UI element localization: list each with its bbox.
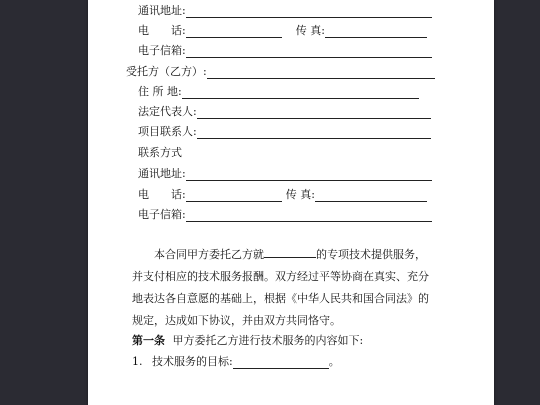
party-b-address-row	[138, 167, 432, 181]
article-1-title: 第一条	[132, 334, 165, 347]
party-b-email-row	[138, 208, 432, 222]
email-label: 电子信箱:	[138, 44, 186, 57]
legal-rep-row	[138, 105, 431, 119]
article-1-heading	[132, 334, 363, 348]
item-1-blank	[233, 357, 329, 369]
contact-heading: 联系方式	[138, 146, 182, 159]
legal-rep-blank	[197, 107, 431, 119]
article-1-text: 甲方委托乙方进行技术服务的内容如下:	[172, 334, 364, 347]
party-a-email-row	[138, 44, 432, 58]
fax-blank	[325, 26, 427, 38]
entrusted-party-blank	[207, 67, 435, 79]
fax-label: 传 真:	[295, 24, 325, 37]
project-contact-blank	[197, 127, 431, 139]
party-a-phone-row	[138, 24, 427, 38]
legal-rep-label: 法定代表人:	[138, 105, 197, 118]
phone-label: 电 话:	[138, 24, 186, 37]
fax-blank	[315, 190, 427, 202]
residence-row	[138, 85, 419, 99]
address-label: 通讯地址:	[138, 4, 186, 17]
item-1-row	[132, 355, 340, 369]
document-page	[88, 0, 494, 405]
item-1-number: 1.	[132, 355, 143, 368]
intro-paragraph	[132, 244, 432, 332]
project-contact-label: 项目联系人:	[138, 125, 197, 138]
email-label: 电子信箱:	[138, 208, 186, 221]
residence-label: 住 所 地:	[138, 85, 182, 98]
fax-label: 传 真:	[285, 188, 315, 201]
party-b-row	[126, 65, 435, 79]
service-subject-blank	[264, 246, 316, 258]
email-blank	[186, 210, 432, 222]
party-a-address-row	[138, 4, 432, 18]
address-blank	[186, 169, 432, 181]
contract-content	[88, 0, 494, 405]
intro-text-a: 本合同甲方委托乙方就	[154, 248, 264, 261]
address-label: 通讯地址:	[138, 167, 186, 180]
project-contact-row	[138, 125, 431, 139]
phone-label: 电 话:	[138, 188, 186, 201]
item-1-label: 技术服务的目标:	[152, 355, 233, 368]
party-b-phone-row	[138, 188, 427, 202]
intro-text-b: 的专项技术提供服务，并支付相应的技术服务报酬。双方经过平等协商在真实、充分地表达各自意愿的基础上，根据《中华人民共和国合同法》的规定，达成如下协议，并由双方共同恪守。	[132, 248, 429, 327]
item-1-period: 。	[328, 355, 340, 368]
phone-blank	[186, 26, 282, 38]
email-blank	[186, 46, 432, 58]
address-blank	[186, 6, 432, 18]
phone-blank	[186, 190, 282, 202]
entrusted-party-label: 受托方（乙方）:	[126, 65, 207, 78]
residence-blank	[182, 87, 419, 99]
